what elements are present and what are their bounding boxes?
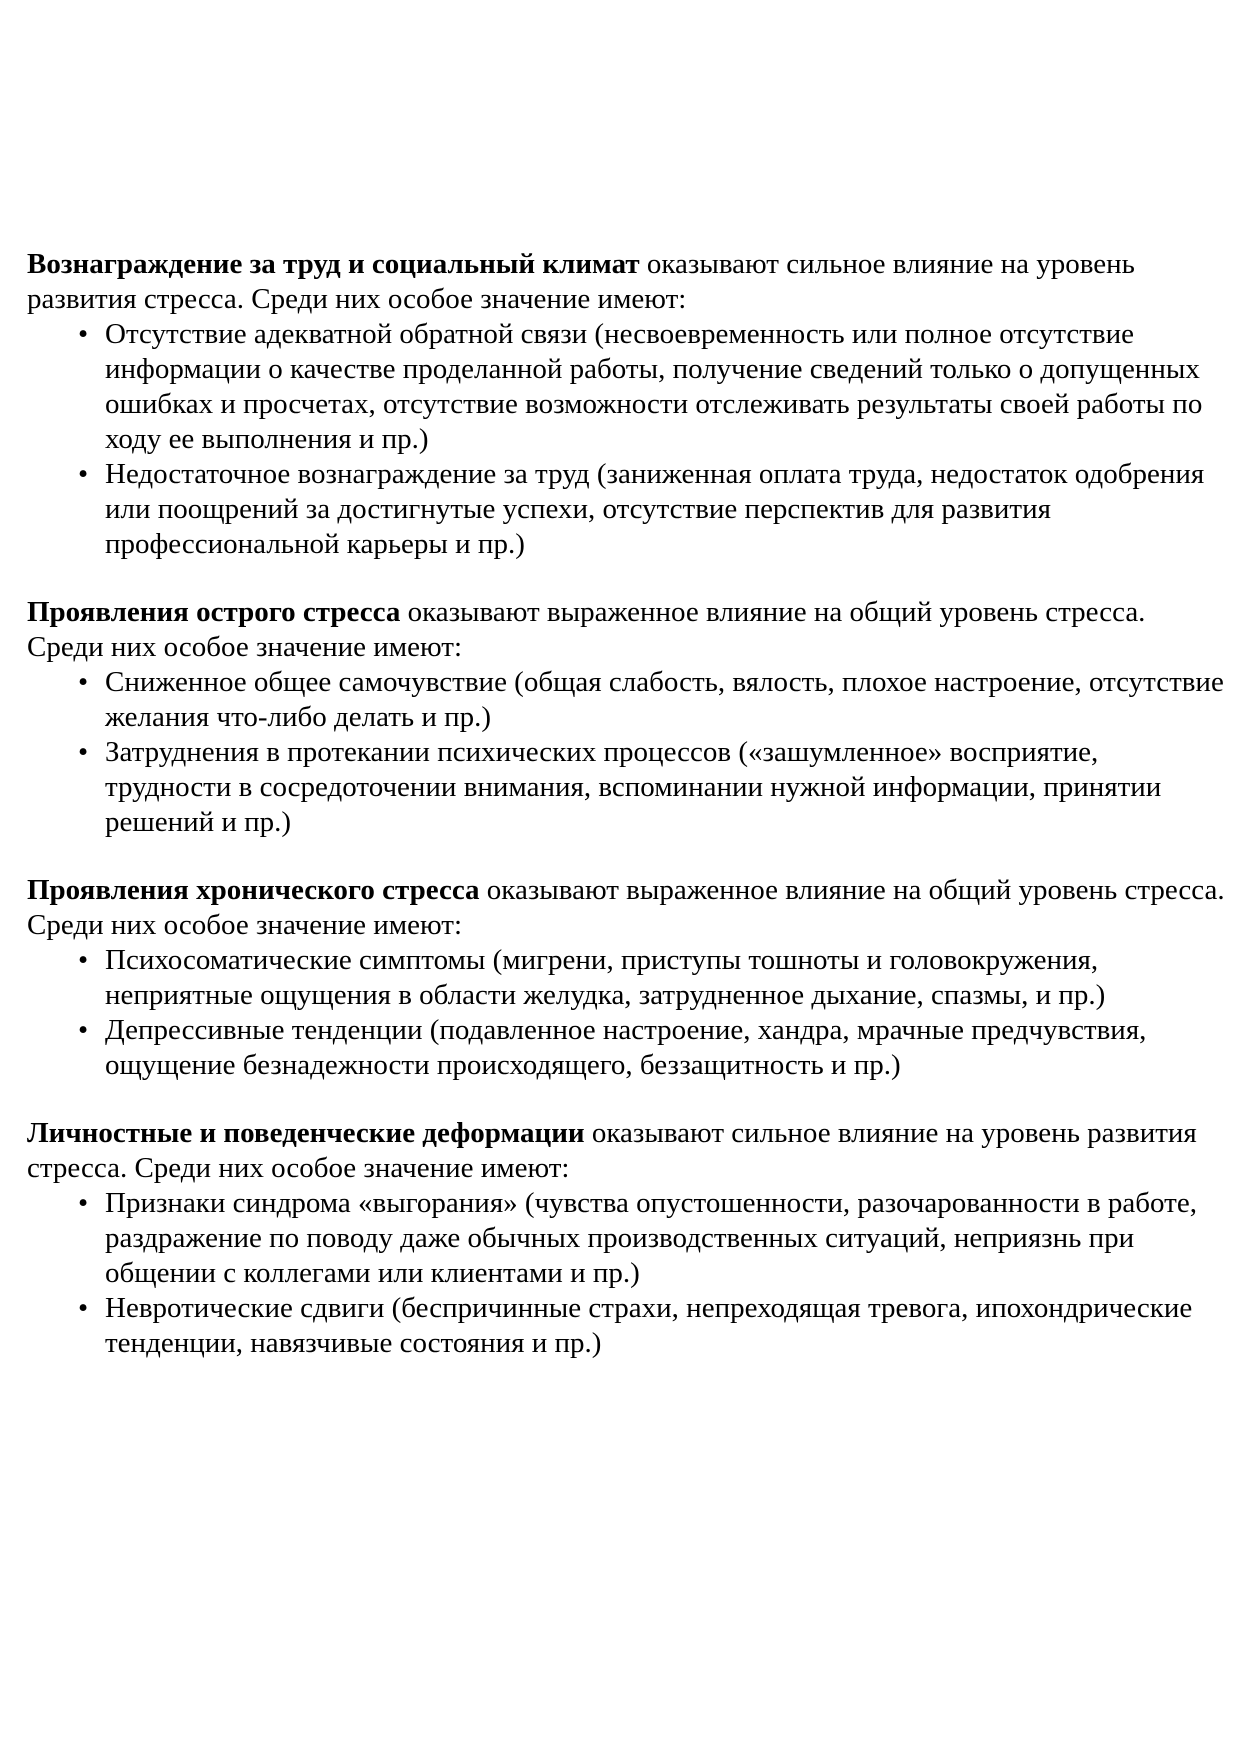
section-reward-social-climate: [27, 247, 1226, 562]
list-item: [27, 943, 1226, 1013]
bullet-text: Затруднения в протекании психических процессов («зашумленное» восприятие, трудности в сосредоточении внимания, вспоминании нужной информации, принятии решений и пр.): [105, 736, 1162, 838]
section-lead-bold: Вознаграждение за труд и социальный климат: [27, 248, 640, 280]
bullet-icon: •: [78, 944, 89, 976]
bullet-text: Признаки синдрома «выгорания» (чувства опустошенности, разочарованности в работе, раздражение по поводу даже обычных производственных ситуаций, неприязнь при общении с коллегами или клиентами и пр.): [105, 1187, 1197, 1289]
section-lead-paragraph: [27, 1116, 1226, 1186]
bullet-text: Отсутствие адекватной обратной связи (несвоевременность или полное отсутствие информации о качестве проделанной работы, получение сведений только о допущенных ошибках и просчетах, отсутствие возможности отслеживать результаты своей работы по ходу ее выполнения и пр.): [105, 318, 1203, 455]
section-lead-paragraph: [27, 873, 1226, 943]
section-lead-rest: оказывают сильное влияние на уровень развития стресса. Среди них особое значение имеют:: [27, 248, 1135, 315]
section-lead-rest: оказывают сильное влияние на уровень развития стресса. Среди них особое значение имеют:: [27, 1117, 1197, 1184]
bullet-text: Депрессивные тенденции (подавленное настроение, хандра, мрачные предчувствия, ощущение безнадежности происходящего, беззащитность и пр.): [105, 1014, 1147, 1081]
bullet-icon: •: [78, 1014, 89, 1046]
section-lead-bold: Личностные и поведенческие деформации: [27, 1117, 585, 1149]
bullet-list: [27, 943, 1226, 1083]
list-item: [27, 1013, 1226, 1083]
section-lead-bold: Проявления хронического стресса: [27, 874, 480, 906]
bullet-icon: •: [78, 666, 89, 698]
bullet-text: Невротические сдвиги (беспричинные страхи, непреходящая тревога, ипохондрические тенденции, навязчивые состояния и пр.): [105, 1292, 1193, 1359]
bullet-icon: •: [78, 1187, 89, 1219]
bullet-text: Психосоматические симптомы (мигрени, приступы тошноты и головокружения, неприятные ощущения в области желудка, затрудненное дыхание, спазмы, и пр.): [105, 944, 1106, 1011]
section-lead-paragraph: [27, 247, 1226, 317]
bullet-icon: •: [78, 736, 89, 768]
list-item: [27, 317, 1226, 457]
bullet-list: [27, 1186, 1226, 1361]
bullet-text: Недостаточное вознаграждение за труд (заниженная оплата труда, недостаток одобрения или поощрений за достигнутые успехи, отсутствие перспектив для развития профессиональной карьеры и пр.): [105, 458, 1205, 560]
bullet-list: [27, 317, 1226, 562]
section-lead-bold: Проявления острого стресса: [27, 596, 401, 628]
bullet-icon: •: [78, 318, 89, 350]
list-item: [27, 457, 1226, 562]
bullet-icon: •: [78, 458, 89, 490]
section-lead-rest: оказывают выраженное влияние на общий уровень стресса. Среди них особое значение имеют:: [27, 596, 1146, 663]
bullet-list: [27, 665, 1226, 840]
list-item: [27, 1291, 1226, 1361]
section-lead-paragraph: [27, 595, 1226, 665]
section-lead-rest: оказывают выраженное влияние на общий уровень стресса. Среди них особое значение имеют:: [27, 874, 1225, 941]
list-item: [27, 735, 1226, 840]
bullet-icon: •: [78, 1292, 89, 1324]
bullet-text: Сниженное общее самочувствие (общая слабость, вялость, плохое настроение, отсутствие желания что-либо делать и пр.): [105, 666, 1224, 733]
list-item: [27, 1186, 1226, 1291]
section-personal-behavioral-deformations: [27, 1116, 1226, 1361]
section-acute-stress: [27, 595, 1226, 840]
section-chronic-stress: [27, 873, 1226, 1083]
list-item: [27, 665, 1226, 735]
